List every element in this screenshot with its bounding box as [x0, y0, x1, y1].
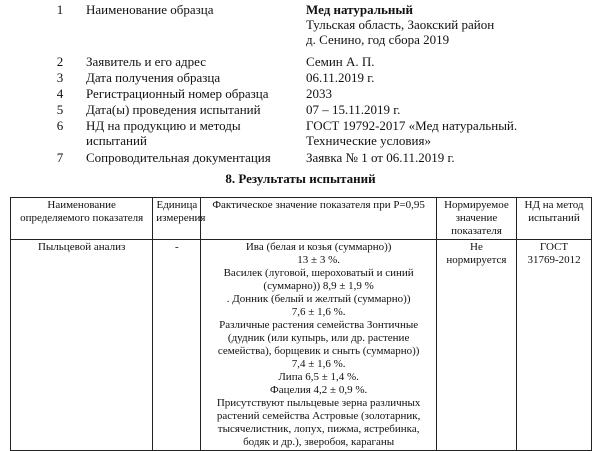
- info-num: 5: [56, 102, 64, 117]
- info-num: 6: [56, 118, 64, 133]
- table-row: [11, 240, 592, 451]
- cell-unit: -: [153, 240, 201, 451]
- info-row-5: [0, 102, 601, 118]
- info-row-2: [0, 54, 601, 70]
- info-row-3: [0, 70, 601, 86]
- info-num: 2: [56, 54, 64, 69]
- info-value: Семин А. П.: [306, 54, 375, 69]
- info-row-6: [0, 118, 601, 150]
- header-unit: Единица измерения: [153, 198, 201, 240]
- cell-method: ГОСТ 31769-2012: [517, 240, 592, 451]
- info-row-4: [0, 86, 601, 102]
- header-actual-value: Фактическое значение показателя при Р=0,95: [201, 198, 436, 240]
- info-value: ГОСТ 19792-2017 «Мед натуральный. Технические условия»: [306, 118, 518, 148]
- header-method: НД на метод испытаний: [517, 198, 592, 240]
- info-row-7: [0, 150, 601, 166]
- header-norm-value: Нормируемое значение показателя: [436, 198, 516, 240]
- info-label: НД на продукцию и методы испытаний: [86, 118, 241, 148]
- info-label: Дата(ы) проведения испытаний: [86, 102, 261, 117]
- info-label: Заявитель и его адрес: [86, 54, 206, 69]
- info-label: Наименование образца: [86, 2, 214, 17]
- info-label: Сопроводительная документация: [86, 150, 271, 165]
- info-num: 7: [56, 150, 64, 165]
- header-indicator: Наименование определяемого показателя: [11, 198, 153, 240]
- cell-actual-value: Ива (белая и козья (суммарно)) 13 ± 3 %. Василек (луговой, шероховатый и синий (суммарно)) 8,9 ± 1,9 % . Донник (белый и желтый (суммарно)) 7,6 ± 1,6 %. Различные растения семейства Зонтичные (дудник (или купырь, или др. растение семейства), борщевик и сныть (суммарно)) 7,4 ± 1,6 %. Липа 6,5 ± 1,4 %. Фацелия 4,2 ± 0,9 %. Присутствуют пыльцевые зерна различных растений семейства Астровые (золотарник, тысячелистник, лопух, пижма, ястребинка, бодяк и др.), зверобоя, караганы: [201, 240, 436, 451]
- table-header-row: [11, 198, 592, 240]
- info-value: 06.11.2019 г.: [306, 70, 375, 85]
- info-num: 3: [56, 70, 64, 85]
- info-num: 1: [56, 2, 64, 17]
- info-label: Регистрационный номер образца: [86, 86, 269, 101]
- info-num: 4: [56, 86, 64, 101]
- info-value: 2033: [306, 86, 332, 101]
- cell-norm-value: Не нормируется: [436, 240, 516, 451]
- info-value: Заявка № 1 от 06.11.2019 г.: [306, 150, 455, 165]
- info-label: Дата получения образца: [86, 70, 221, 85]
- section-title: 8. Результаты испытаний: [225, 171, 376, 186]
- results-table: [10, 197, 592, 451]
- cell-indicator: Пыльцевой анализ: [11, 240, 153, 451]
- info-row-1: [0, 2, 601, 50]
- info-value: Мед натуральный Тульская область, Заокский район д. Сенино, год сбора 2019: [306, 2, 495, 47]
- info-value: 07 – 15.11.2019 г.: [306, 102, 401, 117]
